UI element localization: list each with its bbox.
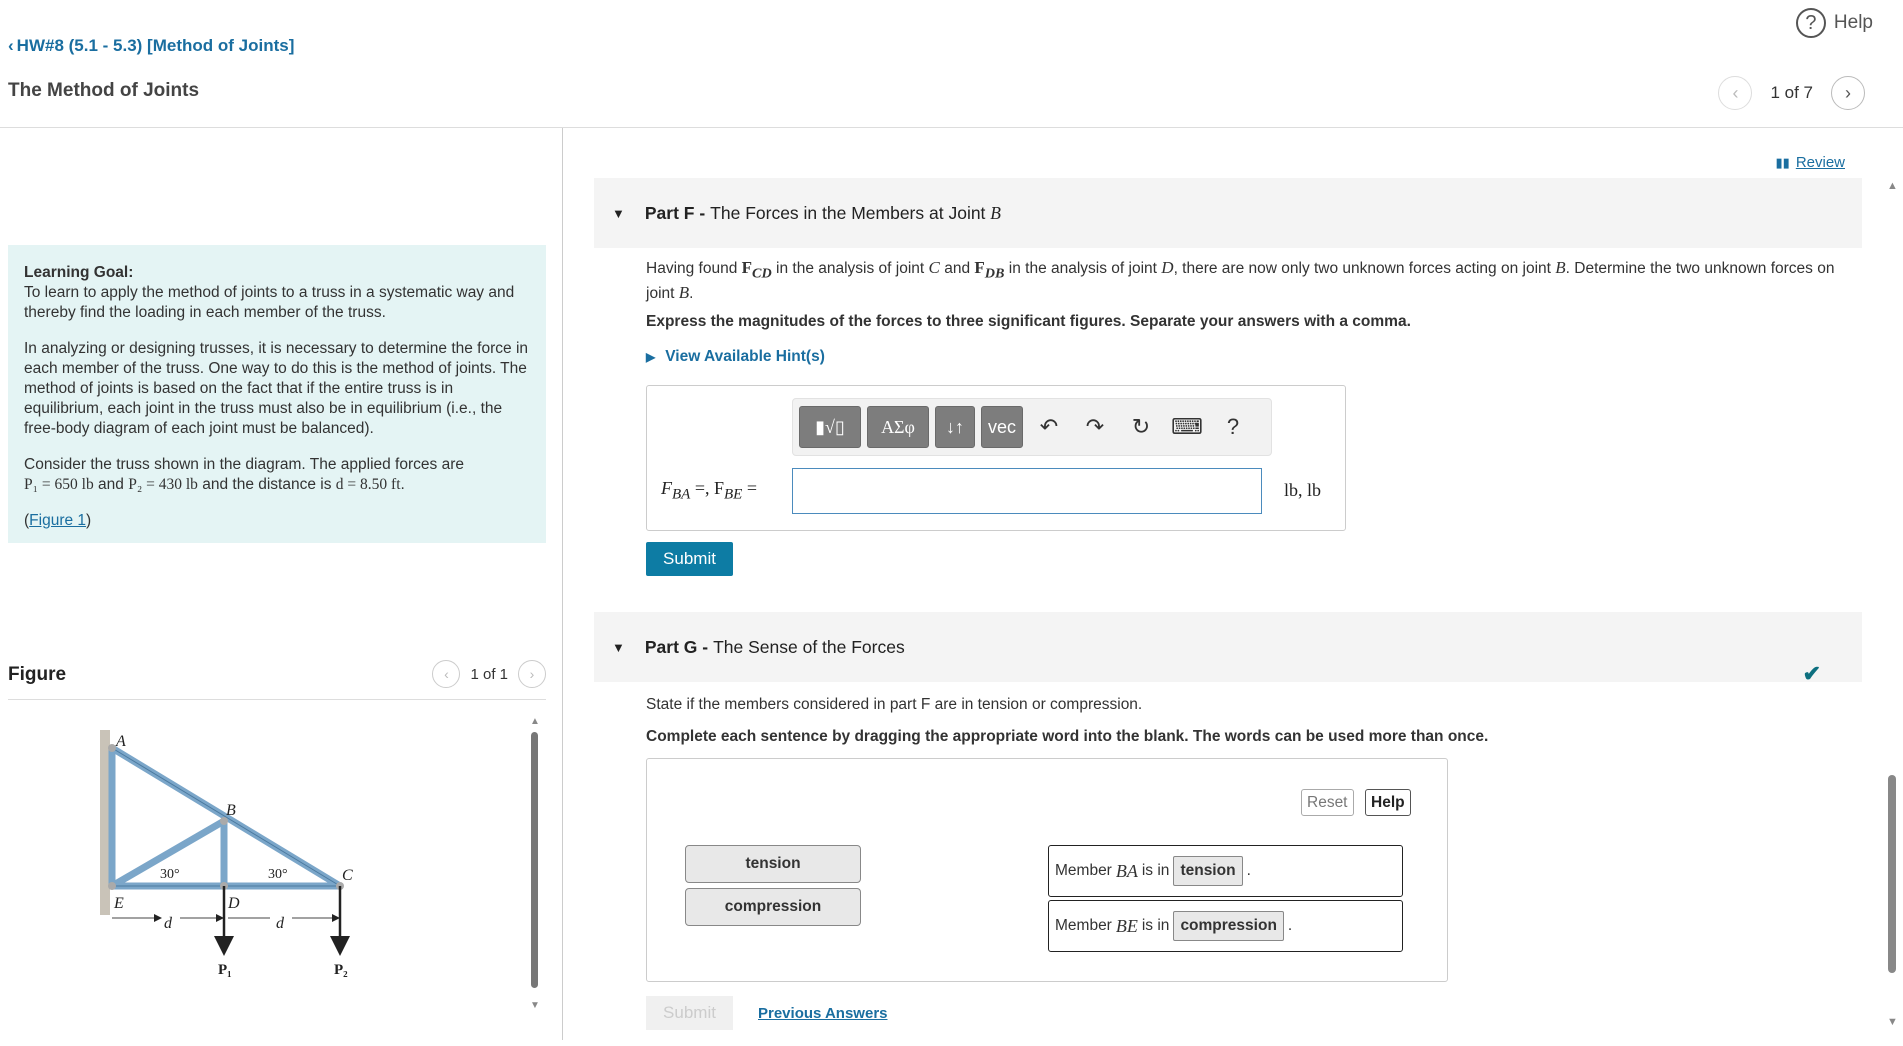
chevron-left-icon: ‹ bbox=[444, 666, 449, 682]
figure-pager-text: 1 of 1 bbox=[470, 665, 508, 683]
caret-down-icon: ▼ bbox=[612, 639, 625, 655]
sentence-member-ba: Member BA is in tension . bbox=[1048, 845, 1403, 897]
learning-goal-paragraph-1: In analyzing or designing trusses, it is necessary to determine the force in each member of the truss. One way to do this is the method of joints. The method of joints is based on the fact that if the entire truss is in equilibrium, each joint in the truss must also be in equilibrium (i.e., the free-body diagram of each joint must be balanced). bbox=[24, 340, 529, 437]
part-f-title: The Forces in the Members at Joint bbox=[710, 202, 986, 223]
word-tile-compression[interactable]: compression bbox=[685, 888, 861, 926]
previous-figure-button[interactable] bbox=[432, 660, 460, 688]
figure-scrollbar[interactable] bbox=[528, 716, 542, 1016]
chevron-left-icon: ‹ bbox=[1732, 82, 1739, 103]
review-link[interactable] bbox=[1776, 154, 1846, 171]
page-title: The Method of Joints bbox=[8, 80, 200, 101]
previous-answers-link[interactable]: Previous Answers bbox=[758, 1005, 888, 1022]
label-b: B bbox=[226, 802, 236, 819]
reset-icon[interactable]: ↻ bbox=[1131, 414, 1151, 439]
label-c: C bbox=[342, 867, 353, 884]
caret-down-icon: ▼ bbox=[612, 205, 625, 221]
joint-e bbox=[108, 882, 116, 890]
part-g-title: The Sense of the Forces bbox=[713, 636, 905, 657]
word-tile-tension[interactable]: tension bbox=[685, 845, 861, 883]
help-link[interactable] bbox=[1796, 8, 1873, 38]
units-label: lb, lb bbox=[1284, 480, 1322, 500]
math-toolbar bbox=[792, 398, 1272, 456]
book-icon: ▮▮ bbox=[1775, 154, 1790, 170]
label-e: E bbox=[114, 895, 124, 912]
sentence-member-be: Member BE is in compression . bbox=[1048, 900, 1403, 952]
drop-target-be[interactable]: compression bbox=[1173, 911, 1283, 941]
pager-text: 1 of 7 bbox=[1770, 83, 1813, 102]
next-item-button[interactable] bbox=[1831, 76, 1865, 110]
back-link[interactable] bbox=[8, 36, 294, 56]
previous-item-button[interactable] bbox=[1718, 76, 1752, 110]
chevron-left-icon: ‹ bbox=[8, 36, 14, 55]
main-scrollbar[interactable] bbox=[1884, 180, 1900, 1046]
learning-goal-title: Learning Goal: bbox=[24, 264, 134, 281]
main-scroll-thumb[interactable] bbox=[1888, 775, 1896, 973]
figure-title: Figure bbox=[8, 664, 67, 685]
learning-goal-text: To learn to apply the method of joints to a truss in a systematic way and thereby find the loading in each member of the truss. bbox=[24, 284, 515, 321]
assignment-title: HW#8 (5.1 - 5.3) [Method of Joints] bbox=[16, 36, 295, 55]
angle-label-1: 30° bbox=[160, 867, 180, 882]
chevron-right-icon: › bbox=[529, 666, 535, 682]
left-pane bbox=[0, 128, 563, 1040]
help-button[interactable]: Help bbox=[1365, 789, 1411, 816]
figure-header bbox=[8, 660, 546, 700]
greek-symbols-button[interactable]: ΑΣφ bbox=[867, 406, 929, 448]
dim-d1: d bbox=[164, 915, 172, 932]
equation-label: $F_{BA}$ =, $F_{BE}$ = bbox=[661, 478, 757, 503]
label-p1: P₁ bbox=[218, 962, 232, 978]
chevron-right-icon: › bbox=[1845, 82, 1851, 103]
vector-button[interactable]: vec bbox=[981, 406, 1023, 448]
view-hints-link[interactable] bbox=[646, 348, 825, 366]
part-f-header[interactable] bbox=[594, 178, 1862, 248]
part-f-instruction: Express the magnitudes of the forces to three significant figures. Separate your answers with a comma. bbox=[646, 313, 1411, 330]
figure-scroll-thumb[interactable] bbox=[531, 732, 538, 988]
drop-target-ba[interactable]: tension bbox=[1173, 856, 1242, 886]
scroll-down-icon[interactable]: ▼ bbox=[530, 1000, 540, 1011]
truss-diagram bbox=[100, 718, 440, 1018]
question-circle-icon: ? bbox=[1796, 8, 1826, 38]
help-icon[interactable]: ? bbox=[1226, 414, 1240, 439]
caret-right-icon: ▶ bbox=[646, 350, 656, 364]
scroll-up-icon[interactable]: ▲ bbox=[1887, 180, 1898, 192]
view-hints-label: View Available Hint(s) bbox=[665, 348, 825, 365]
part-f-submit-button[interactable]: Submit bbox=[646, 542, 733, 576]
checkmark-icon: ✔ bbox=[1802, 661, 1821, 686]
scroll-up-icon[interactable]: ▲ bbox=[530, 716, 540, 727]
angle-label-2: 30° bbox=[268, 867, 288, 882]
answer-input[interactable] bbox=[792, 468, 1262, 514]
part-g-prompt: State if the members considered in part F are in tension or compression. bbox=[646, 696, 1143, 713]
top-bar bbox=[0, 0, 1903, 128]
label-d: D bbox=[228, 895, 240, 912]
part-g-submit-button: Submit bbox=[646, 996, 733, 1030]
p2-value: P₂ = 430 lb bbox=[128, 476, 198, 493]
learning-goal-paragraph-2: Consider the truss shown in the diagram. The applied forces are P₁ = 650 lb and P₂ = 430 lb and the distance is d = 8.50 ft. bbox=[24, 456, 464, 493]
reset-button[interactable]: Reset bbox=[1301, 789, 1354, 816]
label-p2: P₂ bbox=[334, 962, 348, 978]
part-f-label: Part F - bbox=[644, 202, 706, 223]
keyboard-icon[interactable]: ⌨ bbox=[1171, 414, 1203, 439]
templates-button[interactable]: ▮√▯ bbox=[799, 406, 861, 448]
answer-box bbox=[646, 385, 1346, 531]
p1-value: P₁ = 650 lb bbox=[24, 476, 94, 493]
right-pane bbox=[564, 128, 1903, 1040]
figure-link[interactable]: Figure 1 bbox=[29, 512, 87, 529]
arrows-button[interactable]: ↓↑ bbox=[935, 406, 975, 448]
redo-icon[interactable]: ↷ bbox=[1085, 414, 1105, 439]
undo-icon[interactable]: ↶ bbox=[1039, 414, 1059, 439]
dim-d2: d bbox=[276, 915, 284, 932]
d-value: d = 8.50 ft bbox=[335, 476, 401, 493]
figure-pager bbox=[432, 660, 546, 688]
part-f-joint: B bbox=[990, 202, 1001, 223]
item-pager bbox=[1718, 76, 1865, 110]
drag-drop-area bbox=[646, 758, 1448, 982]
learning-goal-box: Learning Goal: To learn to apply the method of joints to a truss in a systematic way and thereby find the loading in each member of the truss. In analyzing or designing trusses, it is necessary to determine the force in each member of the truss. One way to do this is the method of joints. The method of joints is based on the fact that if the entire truss is in equilibrium, each joint in the truss must also be in equilibrium (i.e., the free-body diagram of each joint must be balanced). Consider the truss shown in the diagram. The applied forces are P₁ = 650 lb and P₂ = 430 lb and the distance is d = 8.50 ft. (Figure 1) bbox=[8, 245, 546, 543]
label-a: A bbox=[116, 733, 126, 750]
help-label: Help bbox=[1833, 12, 1873, 33]
part-f-prompt: Having found $F_{CD}$ in the analysis of joint C and $F_{DB}$ in the analysis of joint D, there are now only two unknown forces acting on joint B. Determine the two unknown forces on joint B. bbox=[646, 258, 1835, 303]
scroll-down-icon[interactable]: ▼ bbox=[1887, 1016, 1898, 1028]
part-g-label: Part G - bbox=[644, 636, 709, 657]
next-figure-button[interactable] bbox=[518, 660, 546, 688]
part-g-header[interactable] bbox=[594, 612, 1862, 682]
joint-a bbox=[108, 744, 116, 752]
review-label: Review bbox=[1795, 154, 1845, 171]
part-g-instruction: Complete each sentence by dragging the appropriate word into the blank. The words can be used more than once. bbox=[646, 728, 1489, 745]
